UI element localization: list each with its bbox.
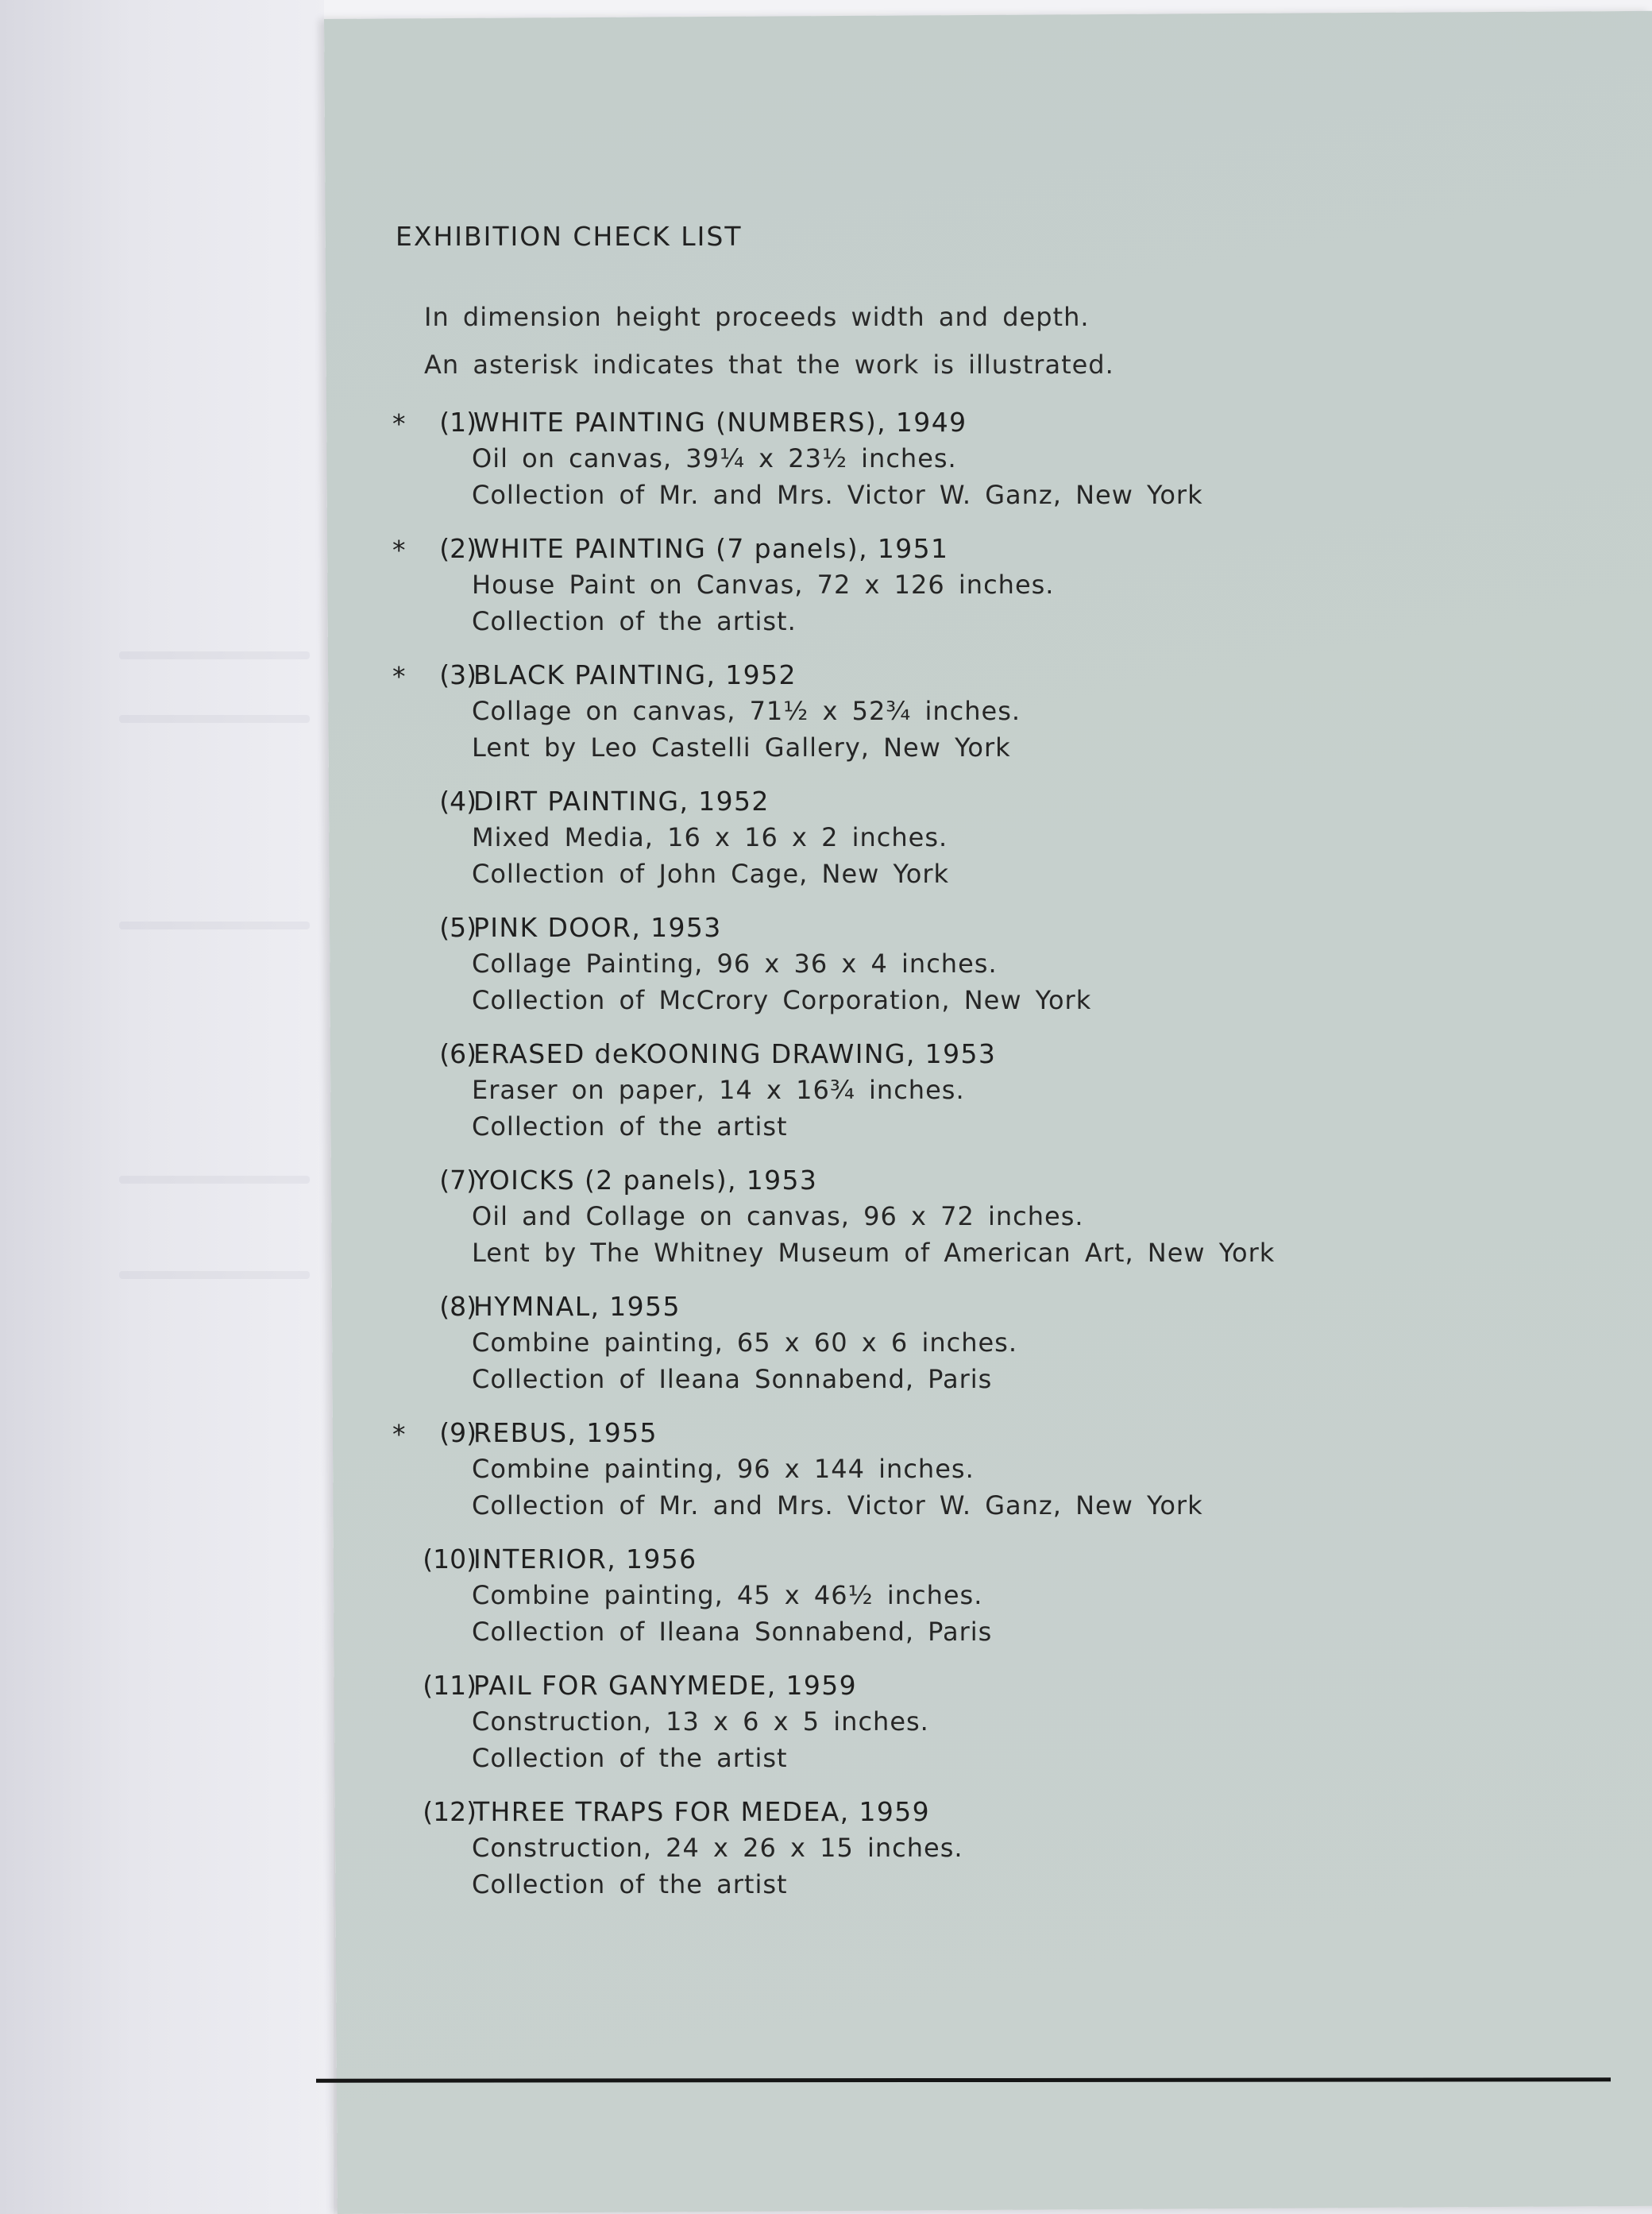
checklist-item — [389, 1038, 1628, 1165]
intro-line: An asterisk indicates that the work is illustrated. — [424, 350, 1114, 380]
item-medium: Mixed Media, 16 x 16 x 2 inches. — [472, 822, 948, 852]
item-number: (10) — [423, 1544, 477, 1575]
item-owner: Collection of Ileana Sonnabend, Paris — [472, 1617, 993, 1647]
item-medium: Construction, 24 x 26 x 15 inches. — [472, 1833, 963, 1863]
item-number: (5) — [439, 912, 477, 943]
item-owner: Collection of Ileana Sonnabend, Paris — [472, 1364, 993, 1394]
faint-text-line — [119, 1176, 310, 1184]
illustrated-asterisk: * — [392, 408, 406, 439]
item-number: (11) — [423, 1670, 477, 1701]
item-number: (1) — [439, 407, 477, 438]
faint-text-line — [119, 651, 310, 659]
item-number: (3) — [439, 659, 477, 690]
item-medium: Combine painting, 65 x 60 x 6 inches. — [472, 1327, 1018, 1358]
item-title: ERASED deKOONING DRAWING, 1953 — [473, 1038, 997, 1069]
checklist-item — [389, 1417, 1628, 1544]
item-number: (2) — [439, 533, 477, 564]
faint-text-line — [119, 1271, 310, 1279]
item-medium: Combine painting, 96 x 144 inches. — [472, 1454, 975, 1484]
checklist-item — [389, 786, 1628, 912]
item-title: PINK DOOR, 1953 — [473, 912, 722, 943]
item-title: HYMNAL, 1955 — [473, 1291, 681, 1322]
facing-page — [0, 0, 334, 2214]
item-title: YOICKS (2 panels), 1953 — [473, 1165, 818, 1196]
item-medium: Collage Painting, 96 x 36 x 4 inches. — [472, 949, 998, 979]
checklist-item — [389, 1670, 1628, 1796]
exhibition-checklist — [389, 407, 1628, 1922]
item-owner: Collection of the artist — [472, 1743, 788, 1773]
checklist-item — [389, 912, 1628, 1038]
illustrated-asterisk: * — [392, 1419, 406, 1450]
item-owner: Lent by The Whitney Museum of American Art, New York — [472, 1238, 1276, 1268]
item-medium: Oil on canvas, 39¼ x 23½ inches. — [472, 443, 957, 473]
illustrated-asterisk: * — [392, 661, 406, 692]
item-title: REBUS, 1955 — [473, 1417, 658, 1448]
checklist-item — [389, 1165, 1628, 1291]
illustrated-asterisk: * — [392, 535, 406, 566]
item-owner: Collection of the artist — [472, 1869, 788, 1899]
item-owner: Collection of McCrory Corporation, New York — [472, 985, 1092, 1015]
item-number: (8) — [439, 1291, 477, 1322]
checklist-item — [389, 1291, 1628, 1417]
checklist-item — [389, 1796, 1628, 1922]
checklist-item — [389, 659, 1628, 786]
item-medium: Oil and Collage on canvas, 96 x 72 inches. — [472, 1201, 1084, 1231]
item-medium: Combine painting, 45 x 46½ inches. — [472, 1580, 983, 1610]
item-owner: Collection of Mr. and Mrs. Victor W. Ganz, New York — [472, 1490, 1203, 1520]
item-owner: Collection of John Cage, New York — [472, 859, 950, 889]
page-title: EXHIBITION CHECK LIST — [396, 221, 743, 252]
item-medium: Construction, 13 x 6 x 5 inches. — [472, 1706, 929, 1737]
item-number: (4) — [439, 786, 477, 817]
item-number: (12) — [423, 1796, 477, 1827]
item-medium: Eraser on paper, 14 x 16¾ inches. — [472, 1075, 965, 1105]
item-number: (7) — [439, 1165, 477, 1196]
item-title: PAIL FOR GANYMEDE, 1959 — [473, 1670, 858, 1701]
item-title: INTERIOR, 1956 — [473, 1544, 697, 1575]
item-title: WHITE PAINTING (NUMBERS), 1949 — [473, 407, 967, 438]
item-medium: House Paint on Canvas, 72 x 126 inches. — [472, 570, 1055, 600]
item-owner: Collection of the artist. — [472, 606, 797, 636]
item-title: WHITE PAINTING (7 panels), 1951 — [473, 533, 949, 564]
item-title: THREE TRAPS FOR MEDEA, 1959 — [473, 1796, 931, 1827]
faint-text-line — [119, 922, 310, 929]
checklist-item — [389, 533, 1628, 659]
intro-line: In dimension height proceeds width and depth. — [424, 302, 1090, 332]
item-owner: Collection of Mr. and Mrs. Victor W. Ganz, New York — [472, 480, 1203, 510]
item-number: (9) — [439, 1417, 477, 1448]
item-number: (6) — [439, 1038, 477, 1069]
checklist-item — [389, 1544, 1628, 1670]
faint-text-line — [119, 715, 310, 723]
checklist-item — [389, 407, 1628, 533]
item-title: DIRT PAINTING, 1952 — [473, 786, 770, 817]
item-owner: Collection of the artist — [472, 1111, 788, 1142]
item-owner: Lent by Leo Castelli Gallery, New York — [472, 732, 1011, 763]
item-medium: Collage on canvas, 71½ x 52¾ inches. — [472, 696, 1021, 726]
item-title: BLACK PAINTING, 1952 — [473, 659, 797, 690]
